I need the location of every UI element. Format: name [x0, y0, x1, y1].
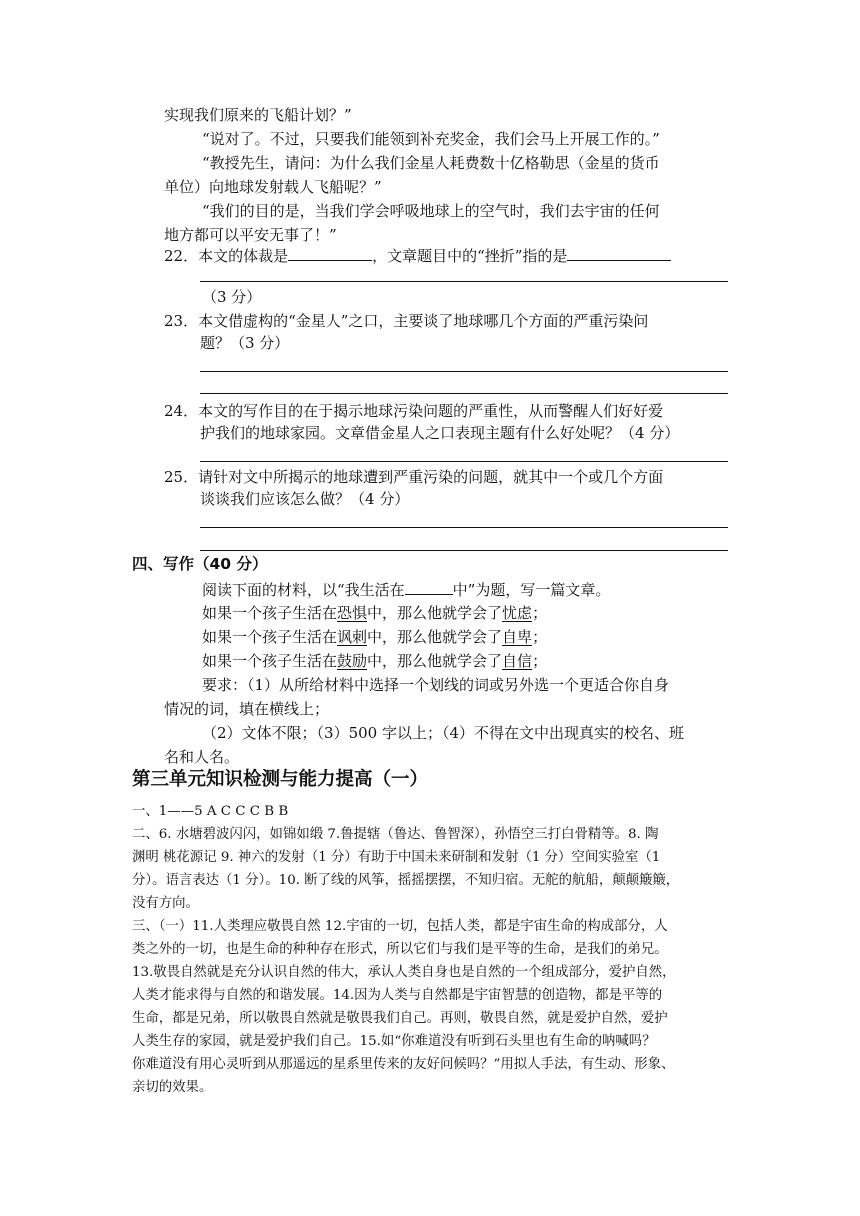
question-22-text-b: ，文章题目中的“挫折”指的是	[372, 247, 568, 265]
answer-line[interactable]	[200, 281, 728, 282]
material-text: 中，那么他就学会了	[367, 652, 503, 670]
answer-line-text: 二、6. 水塘碧波闪闪，如锦如缎 7.鲁提辖（鲁达、鲁智深），孙悟空三打白骨精等。8. 陶	[132, 827, 659, 842]
requirement-line: 名和人名。	[164, 748, 240, 766]
story-line: “我们的目的是，当我们学会呼吸地球上的空气时，我们去宇宙的任何	[202, 202, 660, 220]
answer-line-text: 生命，都是兄弟，所以敬畏自然就是敬畏我们自己。再则，敬畏自然，就是爱护自然，爱护	[132, 1011, 668, 1026]
answer-line-text: 类之外的一切，也是生命的种种存在形式，所以它们与我们是平等的生命，是我们的弟兄。	[132, 942, 668, 957]
answer-line-text: 分）。语言表达（1 分）。10. 断了线的风筝，摇摇摆摆，不知归宿。无舵的航船，颠颠簸簸，	[132, 873, 680, 888]
answer-line[interactable]	[200, 550, 728, 551]
story-line: 实现我们原来的飞船计划？”	[164, 106, 352, 124]
material-text: 中，那么他就学会了	[367, 604, 503, 622]
story-line: 单位）向地球发射载人飞船呢？”	[164, 178, 382, 196]
answer-blank[interactable]	[288, 244, 372, 261]
answer-line[interactable]	[200, 393, 728, 394]
question-24-cont: 护我们的地球家园。文章借金星人之口表现主题有什么好处呢？（4 分）	[200, 424, 680, 442]
question-25: 25．请针对文中所揭示的地球遭到严重污染的问题，就其中一个或几个方面	[164, 468, 664, 486]
question-23: 23．本文借虚构的“金星人”之口，主要谈了地球哪几个方面的严重污染问	[164, 312, 649, 330]
story-line: 地方都可以平安无事了！”	[164, 226, 337, 244]
section-heading: 四、写作（40 分）	[132, 555, 268, 573]
material-text: 中，那么他就学会了	[367, 628, 503, 646]
material-line	[202, 626, 547, 648]
answers-title: 第三单元知识检测与能力提高（一）	[132, 769, 429, 790]
answer-line-text: 人类才能求得与自然的和谐发展。14.因为人类与自然都是宇宙智慧的创造物，都是平等的	[132, 988, 663, 1003]
answer-line-text: 一、1——5 A C C C B B	[132, 804, 289, 819]
material-text: ；	[532, 604, 548, 622]
underlined-word: 忧虑	[502, 604, 533, 622]
prompt-text: 阅读下面的材料，以“我生活在	[202, 581, 405, 599]
material-text: 如果一个孩子生活在	[202, 628, 338, 646]
question-22-score: （3 分）	[202, 288, 262, 306]
question-23-cont: 题？（3 分）	[200, 334, 290, 352]
material-text: ；	[532, 652, 548, 670]
underlined-word: 自卑	[502, 628, 533, 646]
material-line	[202, 602, 547, 624]
material-text: 如果一个孩子生活在	[202, 652, 338, 670]
requirement-line: 情况的词，填在横线上；	[164, 700, 330, 718]
answer-line[interactable]	[200, 527, 728, 528]
answer-line-text: 三、（一）11.人类理应敬畏自然 12.宇宙的一切，包括人类，都是宇宙生命的构成部分，人	[132, 919, 668, 934]
answer-line-text: 亲切的效果。	[132, 1080, 213, 1095]
title-blank[interactable]	[405, 578, 453, 595]
answer-line[interactable]	[200, 461, 728, 462]
story-line: “说对了。不过，只要我们能领到补充奖金，我们会马上开展工作的。”	[202, 130, 660, 148]
underlined-word: 讽刺	[337, 628, 368, 646]
question-25-cont: 谈谈我们应该怎么做？（4 分）	[200, 490, 410, 508]
answer-line[interactable]	[200, 371, 728, 372]
material-line	[202, 650, 547, 672]
answer-line-text: 13.敬畏自然就是充分认识自然的伟大，承认人类自身也是自然的一个组成部分，爱护自然，	[132, 965, 676, 980]
answer-blank[interactable]	[567, 244, 671, 261]
underlined-word: 自信	[502, 652, 533, 670]
answer-line-text: 没有方向。	[132, 896, 199, 911]
requirement-line: 要求：（1）从所给材料中选择一个划线的词或另外选一个更适合你自身	[202, 676, 670, 694]
underlined-word: 恐惧	[337, 604, 368, 622]
answer-line-text: 你难道没有用心灵听到从那遥远的星系里传来的友好问候吗？”用拟人手法，有生动、形象、	[132, 1057, 675, 1072]
answer-line-text: 渊明 桃花源记 9. 神六的发射（1 分）有助于中国未来研制和发射（1 分）空间实验室（1	[132, 850, 661, 865]
answer-line-text: 人类生存的家园，就是爱护我们自己。15.如“你难道没有听到石头里也有生命的呐喊吗？	[132, 1034, 656, 1049]
requirement-line: （2）文体不限；（3）500 字以上；（4）不得在文中出现真实的校名、班	[202, 724, 685, 742]
question-22	[164, 244, 671, 267]
question-24: 24．本文的写作目的在于揭示地球污染问题的严重性，从而警醒人们好好爱	[164, 402, 664, 420]
prompt-text-b: 中”为题，写一篇文章。	[452, 581, 611, 599]
story-line: “教授先生，请问：为什么我们金星人耗费数十亿格勒思（金星的货币	[202, 154, 660, 172]
question-22-text: 22．本文的体裁是	[164, 247, 289, 265]
writing-prompt	[202, 578, 610, 601]
material-text: 如果一个孩子生活在	[202, 604, 338, 622]
underlined-word: 鼓励	[337, 652, 368, 670]
material-text: ；	[532, 628, 548, 646]
